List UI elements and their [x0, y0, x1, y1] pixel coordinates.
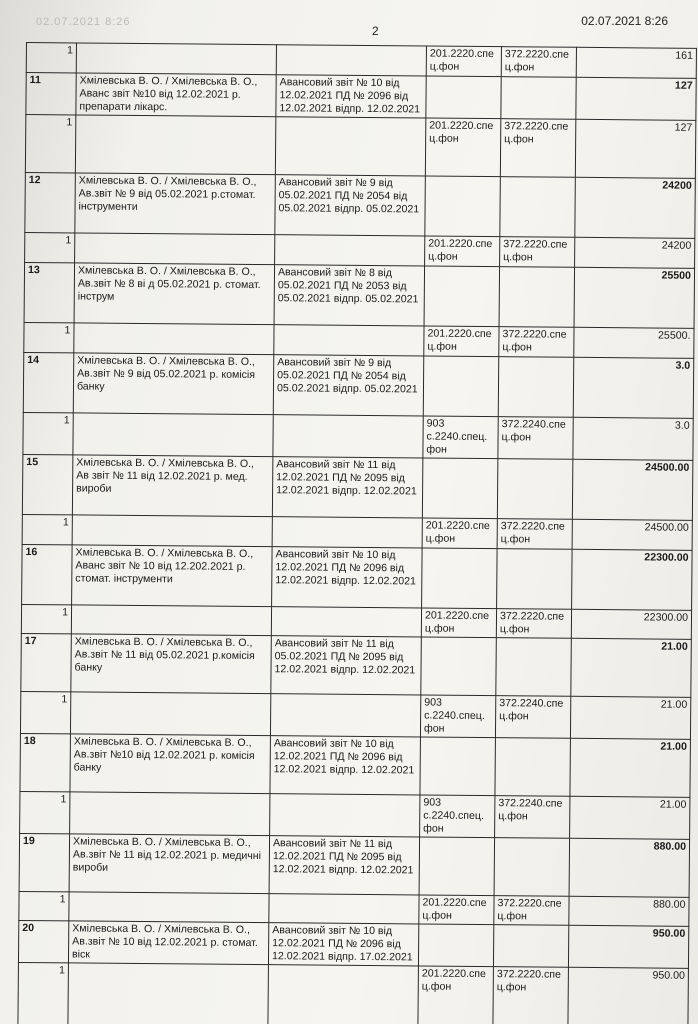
- subrow-blank: [275, 117, 426, 176]
- entry-description: Хмілевська В. О. / Хмілевська В. О., Ав.звіт № 8 ві д 05.02.2021 р. стомат. інструм: [74, 263, 275, 325]
- subrow-blank: [74, 323, 274, 355]
- debit-account: 201.2220.спе ц.фон: [422, 518, 497, 549]
- debit-head: [422, 458, 498, 519]
- subrow-blank: [276, 45, 426, 76]
- page-number: 2: [372, 24, 379, 38]
- subrow-index: 1: [22, 514, 72, 544]
- credit-head: [501, 77, 576, 120]
- entry-number: 14: [23, 352, 74, 412]
- subrow-index: 1: [25, 232, 75, 262]
- entry-amount: 24500.00: [572, 459, 693, 520]
- debit-head: [422, 548, 498, 609]
- subrow-index: 1: [19, 891, 69, 920]
- debit-head: [419, 837, 495, 896]
- debit-account: 201.2220.спе ц.фон: [424, 326, 499, 357]
- entry-amount: 127: [576, 77, 696, 120]
- debit-account: 201.2220.спе ц.фон: [425, 118, 501, 177]
- entry-number: 13: [24, 262, 75, 322]
- debit-head: [421, 637, 497, 696]
- debit-account: 201.2220.спе ц.фон: [419, 895, 494, 925]
- subrow-blank: [73, 413, 273, 457]
- subrow-blank: [274, 325, 424, 356]
- entry-subrow: [18, 962, 689, 1024]
- subrow-blank: [72, 515, 272, 547]
- subrow-index: 1: [20, 691, 70, 733]
- subrow-blank: [75, 233, 275, 265]
- entry-row: [20, 733, 690, 797]
- entry-document: Авансовий звіт № 9 від 05.02.2021 ПД № 2054 від 05.02.2021 відпр. 05.02.2021: [275, 175, 426, 236]
- entry-amount: 21.00: [570, 738, 691, 797]
- entry-number: 18: [20, 733, 71, 791]
- entry-row: [19, 833, 689, 897]
- debit-account: 201.2220.спе ц.фон: [425, 236, 500, 267]
- entry-document: Авансовий звіт № 10 від 12.02.2021 ПД № 2096 від 12.02.2021 відпр. 12.02.2021: [270, 736, 421, 795]
- subrow-amount: 25500.: [574, 327, 694, 358]
- credit-account: 372.2240.спе ц.фон: [495, 796, 570, 839]
- subrow-amount: 880.00: [569, 896, 689, 926]
- entry-row: [23, 352, 693, 418]
- entry-number: 17: [21, 633, 72, 691]
- debit-account: 903 с.2240.спец. фон: [423, 416, 498, 459]
- subrow-blank: [70, 792, 270, 836]
- entry-description: Хмілевська В. О. / Хмілевська В. О., Ав.звіт №10 від 12.02.2021 р. комісія банку: [70, 734, 270, 794]
- entry-amount: 880.00: [569, 838, 690, 897]
- subrow-blank: [272, 517, 422, 548]
- credit-account: 372.2220.спе ц.фон: [499, 327, 574, 358]
- subrow-blank: [70, 692, 270, 736]
- subrow-blank: [273, 415, 423, 458]
- credit-account: 372.2240.спе ц.фон: [498, 417, 573, 460]
- debit-account: 903 с.2240.спец. фон: [420, 795, 495, 838]
- entry-document: Авансовий звіт № 8 від 05.02.2021 ПД № 2053 від 05.02.2021 відпр. 05.02.2021: [274, 265, 425, 326]
- entry-row: [18, 920, 688, 968]
- credit-head: [499, 267, 575, 328]
- subrow-blank: [75, 115, 275, 175]
- debit-account: 903 с.2240.спец. фон: [420, 695, 495, 738]
- subrow-amount: 950.00: [568, 967, 689, 1024]
- entry-row: [22, 454, 692, 520]
- subrow-amount: 22300.00: [571, 609, 691, 639]
- entry-row: [24, 262, 694, 328]
- entry-number: 19: [19, 833, 70, 891]
- subrow-blank: [269, 894, 419, 924]
- entry-subrow: [20, 791, 690, 839]
- register-table: [17, 42, 697, 1024]
- subrow-blank: [271, 607, 421, 637]
- bleed-through-text: 02.07.2021 8:26: [36, 16, 131, 28]
- entry-amount: 950.00: [568, 925, 688, 968]
- entry-description: Хмілевська В. О. / Хмілевська В. О., Ав звіт № 11 від 12.02.2021 р. мед. вироби: [72, 455, 273, 517]
- subrow-index: 1: [21, 604, 71, 633]
- debit-account: 201.2220.спе ц.фон: [418, 966, 494, 1024]
- entry-description: Хмілевська В. О. / Хмілевська В. О., Ав.звіт № 9 від 05.02.2021 р. комісія банку: [73, 353, 274, 415]
- debit-account: 201.2220.спе ц.фон: [426, 46, 501, 77]
- entry-document: Авансовий звіт № 10 від 12.02.2021 ПД № 2096 від 12.02.2021 відпр. 17.02.2021: [268, 923, 418, 966]
- entry-description: Хмілевська В. О. / Хмілевська В. О., Аванс звіт № 10 від 12.202.2021 р. стомат. інструменти: [72, 545, 273, 607]
- debit-head: [425, 176, 501, 237]
- entry-document: Авансовий звіт № 11 від 05.02.2021 ПД № 2095 від 12.02.2021 відпр. 12.02.2021: [271, 636, 422, 695]
- credit-head: [495, 738, 571, 797]
- subrow-amount: 161: [576, 47, 696, 78]
- entry-subrow: [23, 412, 693, 460]
- subrow-index: 1: [24, 322, 74, 352]
- subrow-blank: [275, 235, 425, 266]
- entry-description: Хмілевська В. О. / Хмілевська В. О., Ав.звіт № 11 від 05.02.2021 р.комісія банку: [71, 634, 271, 694]
- entry-amount: 22300.00: [572, 549, 693, 610]
- subrow-amount: 127: [575, 119, 696, 178]
- subrow-blank: [76, 43, 276, 75]
- subrow-amount: 21.00: [570, 796, 690, 839]
- entry-description: Хмілевська В. О. / Хмілевська В. О., Ав.звіт № 9 від 05.02.2021 р.стомат. інструменти: [75, 173, 276, 235]
- entry-document: Авансовий звіт № 10 від 12.02.2021 ПД № 2096 від 12.02.2021 відпр. 12.02.2021: [272, 547, 423, 608]
- entry-description: Хмілевська В. О. / Хмілевська В. О., Аванс звіт №10 від 12.02.2021 р. препарати лікарс.: [76, 73, 276, 117]
- entry-number: 20: [18, 920, 68, 962]
- subrow-amount: 24200: [575, 237, 695, 268]
- credit-head: [493, 925, 568, 968]
- entry-document: Авансовий звіт № 10 від 12.02.2021 ПД № 2096 від 12.02.2021 відпр. 12.02.2021: [276, 75, 426, 118]
- entry-row: [22, 544, 692, 610]
- entry-document: Авансовий звіт № 11 від 12.02.2021 ПД № 2095 від 12.02.2021 відпр. 12.02.2021: [269, 836, 420, 895]
- entry-subrow: [25, 115, 695, 179]
- credit-head: [497, 459, 573, 520]
- entry-row: [21, 633, 691, 697]
- debit-head: [424, 266, 500, 327]
- entry-amount: 24200: [575, 177, 696, 238]
- credit-account: 372.2220.спе ц.фон: [500, 119, 576, 178]
- credit-head: [496, 638, 572, 697]
- entry-number: 16: [22, 544, 73, 604]
- debit-head: [423, 356, 499, 417]
- credit-account: 372.2220.спе ц.фон: [493, 967, 569, 1024]
- debit-head: [418, 924, 493, 967]
- subrow-amount: 3.0: [573, 417, 693, 460]
- credit-account: 372.2220.спе ц.фон: [496, 609, 571, 639]
- credit-account: 372.2220.спе ц.фон: [501, 47, 576, 78]
- subrow-blank: [69, 892, 269, 923]
- subrow-blank: [268, 965, 419, 1024]
- subrow-blank: [71, 605, 271, 636]
- entry-row: [26, 73, 696, 121]
- subrow-blank: [270, 794, 420, 837]
- credit-account: 372.2220.спе ц.фон: [494, 896, 569, 926]
- entry-amount: 3.0: [573, 357, 694, 418]
- subrow-blank: [68, 963, 269, 1024]
- credit-account: 372.2240.спе ц.фон: [495, 696, 570, 739]
- debit-account: 201.2220.спе ц.фон: [421, 608, 496, 638]
- entry-number: 11: [26, 73, 76, 115]
- entry-description: Хмілевська В. О. / Хмілевська В. О., Ав.звіт № 11 від 12.02.2021 р. медичні вироби: [69, 834, 269, 894]
- credit-account: 372.2220.спе ц.фон: [497, 519, 572, 550]
- credit-head: [498, 357, 574, 418]
- subrow-amount: 24500.00: [572, 519, 692, 550]
- subrow-index: 1: [23, 412, 73, 454]
- print-datetime: 02.07.2021 8:26: [581, 14, 668, 28]
- subrow-index: 1: [20, 791, 70, 833]
- entry-amount: 21.00: [571, 638, 692, 697]
- entry-number: 12: [25, 172, 76, 232]
- entry-number: 15: [22, 454, 73, 514]
- debit-head: [420, 737, 496, 796]
- entry-document: Авансовий звіт № 9 від 05.02.2021 ПД № 2054 від 05.02.2021 відпр. 05.02.2021: [273, 355, 424, 416]
- subrow-amount: 21.00: [570, 696, 690, 739]
- credit-head: [497, 549, 573, 610]
- entry-subrow: [20, 691, 690, 739]
- entry-amount: 25500: [574, 267, 695, 328]
- entry-document: Авансовий звіт № 11 від 12.02.2021 ПД № 2095 від 12.02.2021 відпр. 12.02.2021: [272, 457, 423, 518]
- entry-row: [25, 172, 695, 238]
- credit-head: [500, 177, 576, 238]
- subrow-index: 1: [25, 115, 76, 173]
- credit-account: 372.2220.спе ц.фон: [500, 237, 575, 268]
- subrow-blank: [270, 694, 420, 737]
- credit-head: [494, 838, 570, 897]
- subrow-index: 1: [26, 43, 76, 73]
- entry-description: Хмілевська В. О. / Хмілевська В. О., Ав.звіт № 10 від 12.02.2021 р. стомат. віск: [68, 921, 268, 965]
- debit-head: [426, 76, 501, 119]
- subrow-index: 1: [18, 962, 69, 1024]
